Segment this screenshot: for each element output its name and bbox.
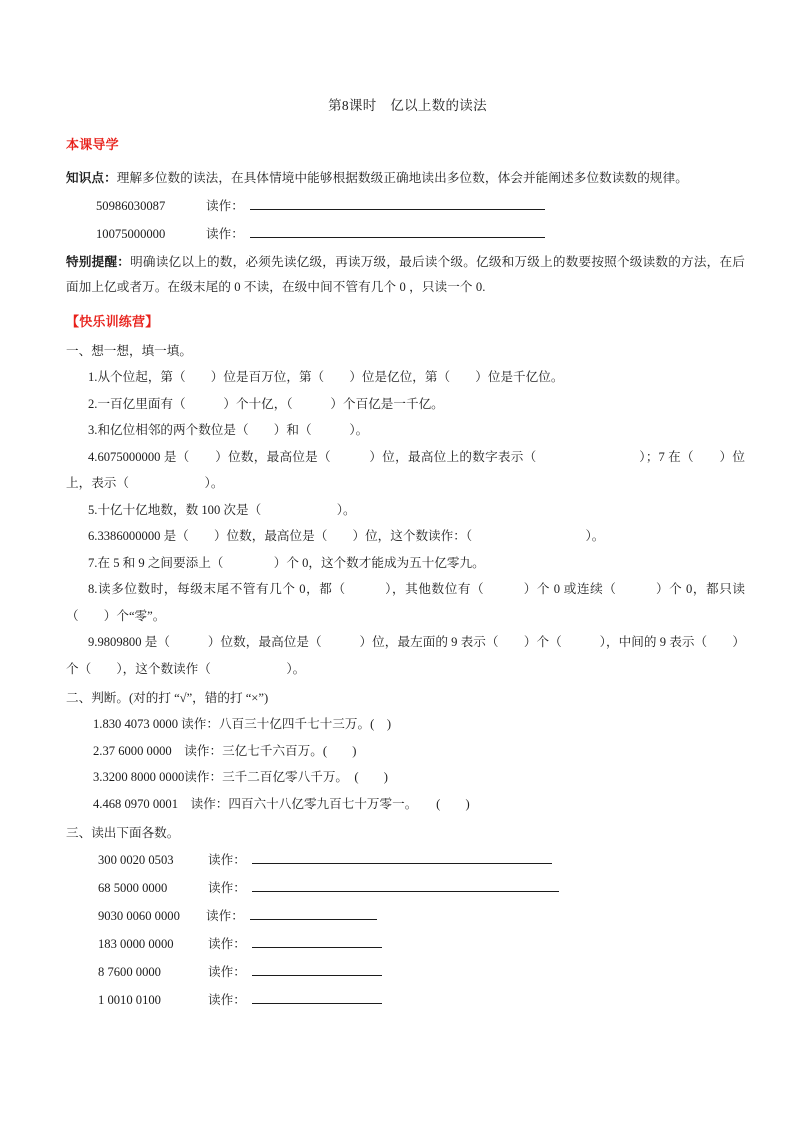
section1-title: 一、想一想，填一填。 — [66, 344, 192, 359]
section3-row — [66, 930, 745, 958]
section2-item: 4.468 0970 0001 读作：四百六十八亿零九百七十万零一。 ( ) — [93, 796, 470, 811]
section3-row — [66, 902, 745, 930]
special-tip-paragraph — [66, 250, 745, 301]
knowledge-point-paragraph — [66, 166, 745, 192]
section3-row — [66, 986, 745, 1014]
section3-answer-blank[interactable] — [252, 878, 559, 892]
section3-answer-blank[interactable] — [252, 934, 382, 948]
section1-item: 5.十亿十亿地数，数 100 次是（ ）。 — [88, 502, 356, 517]
section3-answer-blank[interactable] — [250, 906, 377, 920]
section3-answer-blank[interactable] — [252, 990, 382, 1004]
section3-title: 三、读出下面各数。 — [66, 826, 180, 841]
section3-row — [66, 846, 745, 874]
guide-number-row — [96, 192, 745, 220]
section3-number: 300 0020 0503 — [98, 853, 174, 868]
guide-number-row — [96, 220, 745, 248]
guide-read-label: 读作： — [206, 226, 244, 241]
section2-item: 3.3200 8000 0000读作：三千二百亿零八千万。 ( ) — [93, 770, 388, 785]
special-tip-label: 特别提醒： — [66, 254, 131, 269]
special-tip-text: 明确读亿以上的数，必须先读亿级，再读万级，最后读个级。亿级和万级上的数要按照个级读数的方法，在后面加上亿或者万。在级末尾的 0 不读，在级中间不管有几个 0 ，只读一个 0. — [66, 254, 745, 295]
guide-number-value: 50986030087 — [96, 198, 166, 213]
section3-read-label: 读作： — [208, 937, 246, 952]
knowledge-point-text: 理解多位数的读法，在具体情境中能够根据数级正确地读出多位数，体会并能阐述多位数读数的规律。 — [116, 171, 688, 186]
section3-read-label: 读作： — [208, 993, 246, 1008]
section1-item: 1.从个位起，第（ ）位是百万位，第（ ）位是亿位，第（ ）位是千亿位。 — [88, 370, 564, 385]
section1-item: 6.3386000000 是（ ）位数，最高位是（ ）位，这个数读作：（ ）。 — [88, 529, 605, 544]
section3-number: 68 5000 0000 — [98, 881, 168, 896]
section3-number: 183 0000 0000 — [98, 937, 174, 952]
section3-read-label: 读作： — [208, 853, 246, 868]
section3-number: 1 0010 0100 — [98, 993, 161, 1008]
section3-number: 9030 0060 0000 — [98, 909, 180, 924]
section3-row — [66, 958, 745, 986]
page-title: 第8课时 亿以上数的读法 — [328, 98, 487, 113]
section3-number: 8 7600 0000 — [98, 965, 161, 980]
section1-item: 3.和亿位相邻的两个数位是（ ）和（ ）。 — [88, 423, 369, 438]
section1-item: 8.读多位数时，每级末尾不管有几个 0，都（ ），其他数位有（ ）个 0 或连续（ ）个 0，都只读（ ）个“零”。 — [66, 582, 745, 623]
guide-answer-blank[interactable] — [250, 196, 545, 210]
section-heading-training: 【快乐训练营】 — [66, 313, 159, 329]
section1-item: 2.一百亿里面有（ ）个十亿，（ ）个百亿是一千亿。 — [88, 396, 444, 411]
guide-number-list — [66, 192, 745, 248]
section-heading-guide: 本课导学 — [66, 136, 119, 152]
knowledge-point-label: 知识点： — [66, 171, 117, 186]
guide-number-value: 10075000000 — [96, 226, 166, 241]
section2-item: 1.830 4073 0000 读作：八百三十亿四千七十三万。( ) — [93, 717, 392, 732]
guide-answer-blank[interactable] — [250, 224, 545, 238]
section3-read-label: 读作： — [208, 881, 246, 896]
section3-read-label: 读作： — [206, 909, 244, 924]
section3-read-label: 读作： — [208, 965, 246, 980]
section1-item: 9.9809800 是（ ）位数，最高位是（ ）位，最左面的 9 表示（ ）个（ ），中间的 9 表示（ ）个（ ），这个数读作（ ）。 — [66, 635, 745, 676]
section3-answer-blank[interactable] — [252, 850, 552, 864]
guide-read-label: 读作： — [206, 198, 244, 213]
section3-answer-blank[interactable] — [252, 962, 382, 976]
section3-row — [66, 874, 745, 902]
section1-item: 4.6075000000 是（ ）位数，最高位是（ ）位，最高位上的数字表示（ ）；7 在（ ）位上，表示（ ）。 — [66, 449, 745, 491]
section2-title: 二、判断。(对的打 “√”，错的打 “×”) — [66, 691, 269, 706]
section1-item: 7.在 5 和 9 之间要添上（ ）个 0，这个数才能成为五十亿零九。 — [88, 555, 485, 570]
section2-item: 2.37 6000 0000 读作：三亿七千六百万。( ) — [93, 743, 357, 758]
